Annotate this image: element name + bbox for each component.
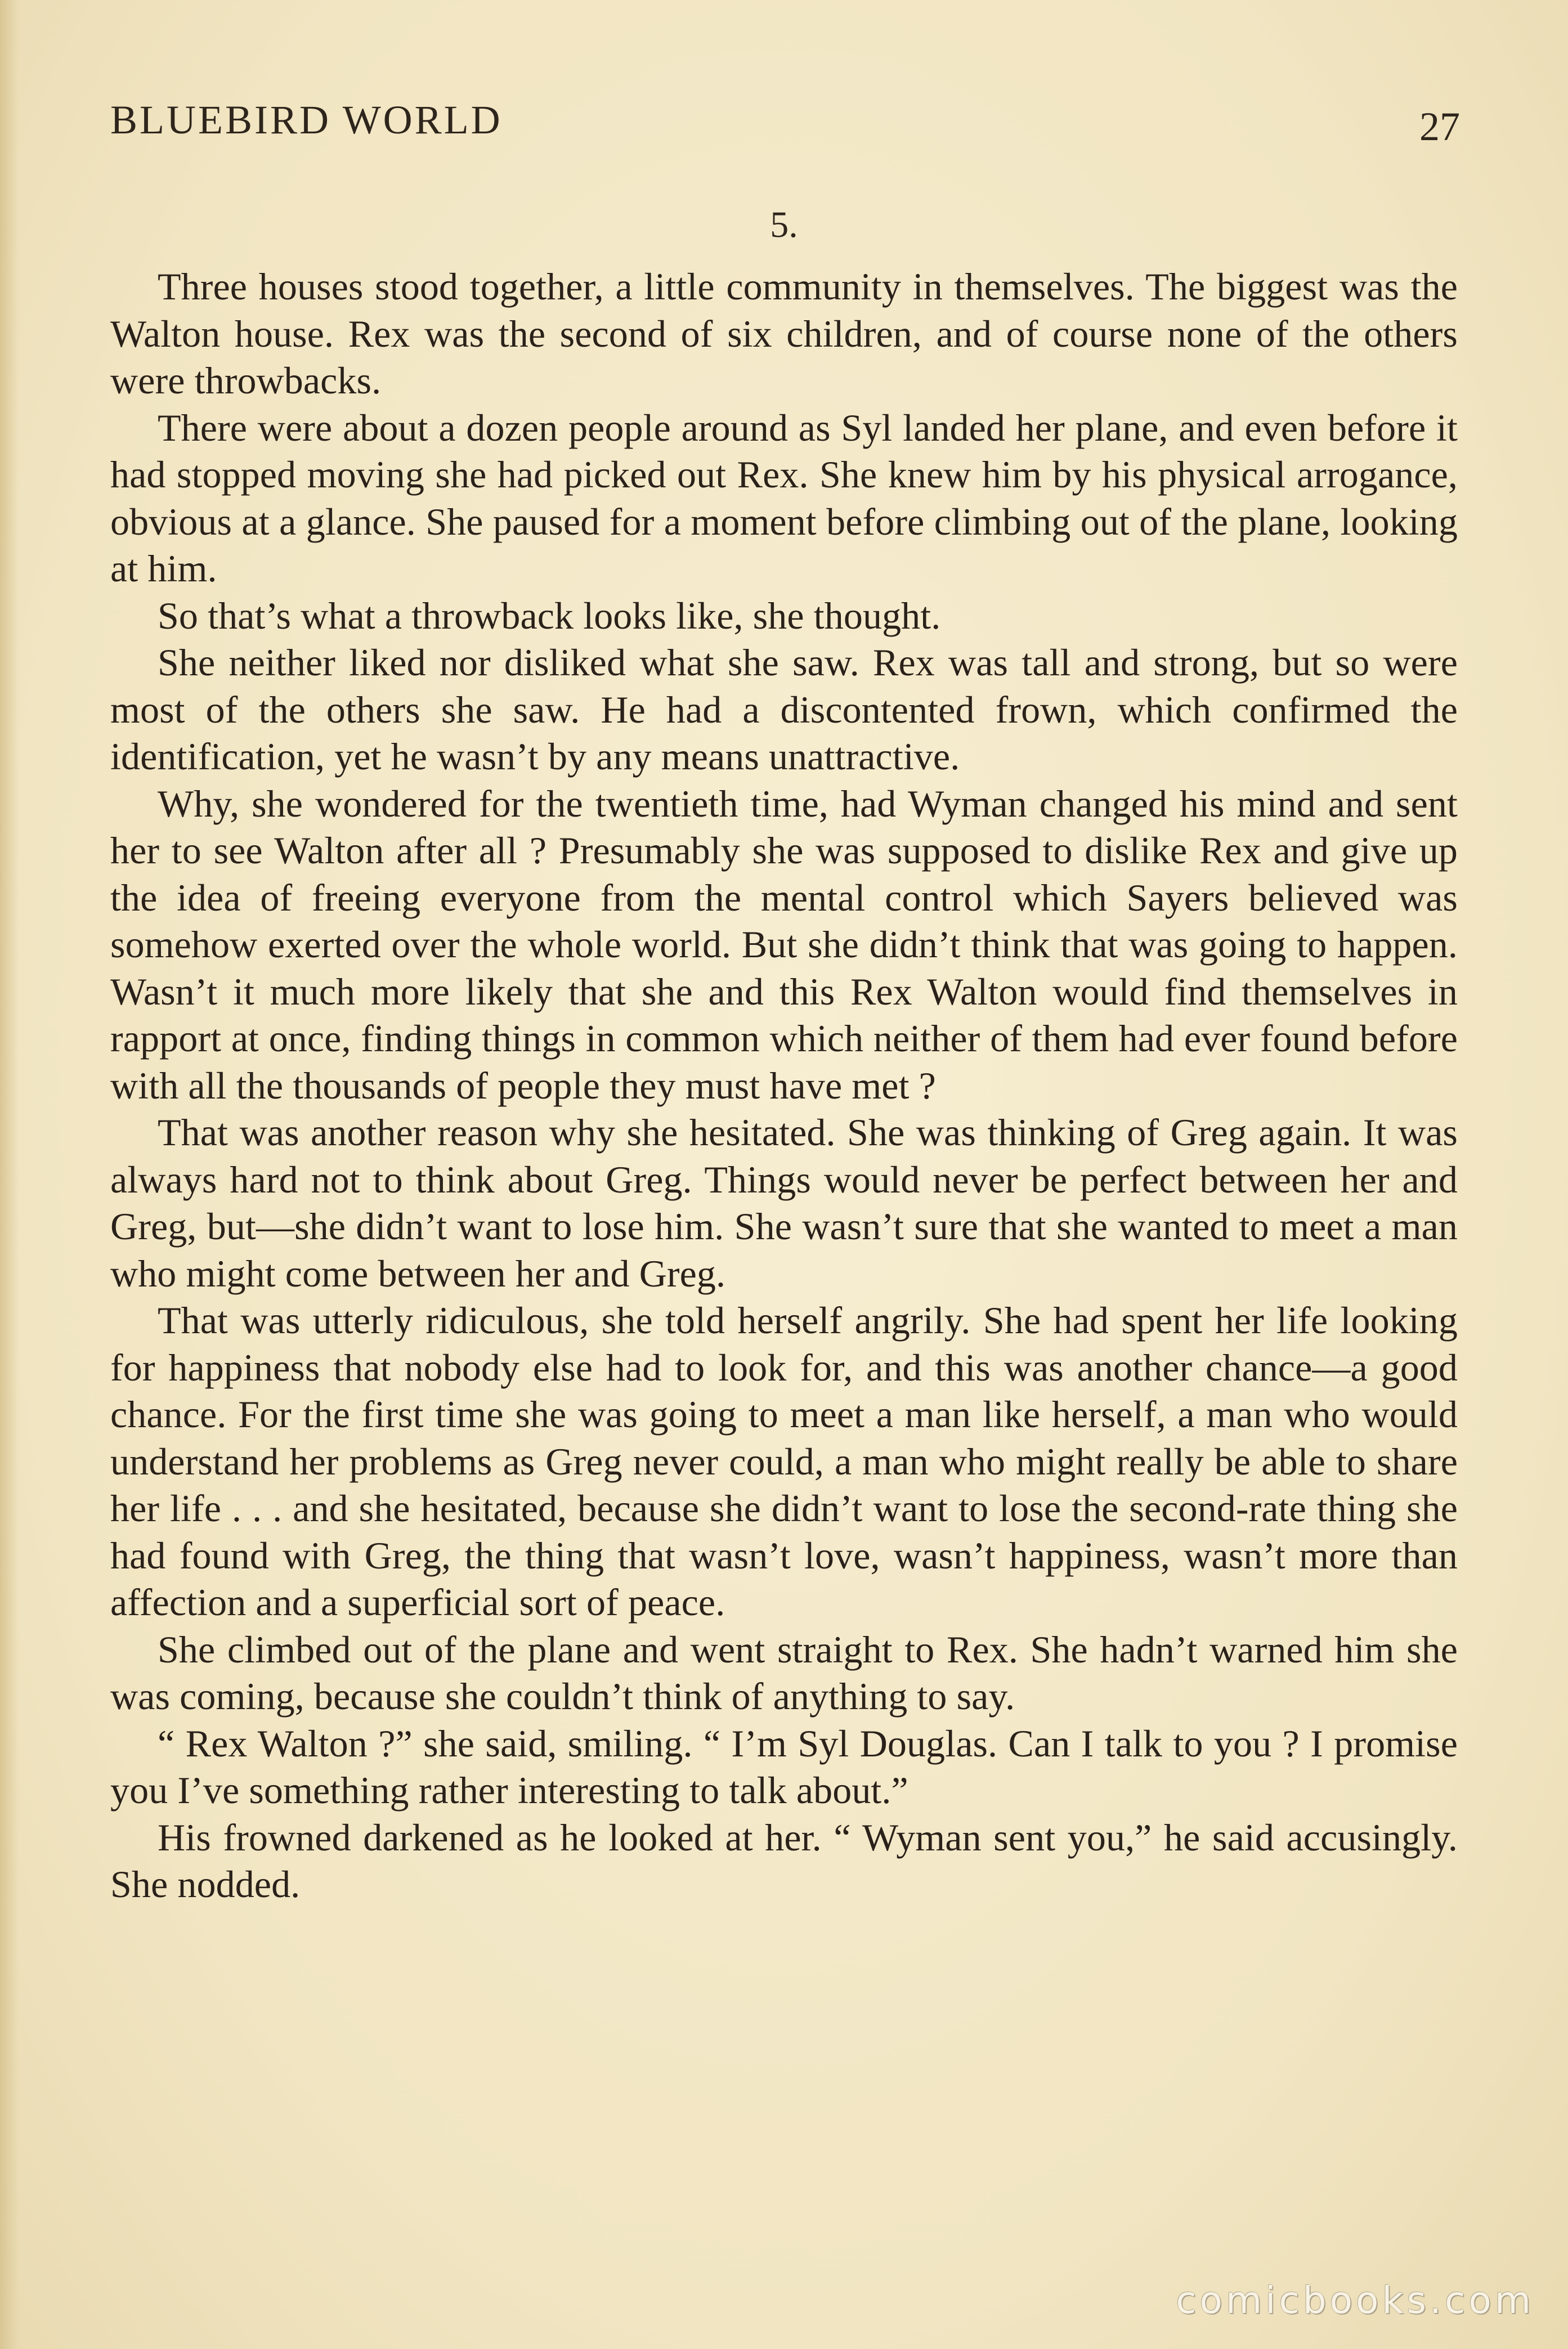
paragraph: His frowned darkened as he looked at her. “ Wyman sent you,” he said accusingly. She nodded. (110, 1815, 1458, 1906)
paragraph: There were about a dozen people around as Syl landed her plane, and even before it had stopped moving she had picked out Rex. She knew him by his physical arrogance, obvious at a glance. She paused for a moment before climbing out of the plane, looking at him. (110, 406, 1458, 590)
paragraph: Why, she wondered for the twentieth time, had Wyman changed his mind and sent her to see Walton after all ? Presumably she was supposed to dislike Rex and give up the idea of freeing everyone from the mental control which Sayers believed was somehow exerted over the whole world. But she didn’t think that was going to happen. Wasn’t it much more likely that she and this Rex Walton would find themselves in rapport at once, finding things in common which neither of them had ever found before with all the thousands of people they must have met ? (110, 782, 1458, 1107)
paragraph: Three houses stood together, a little community in themselves. The biggest was the Walton house. Rex was the second of six children, and of course none of the others were throwbacks. (110, 265, 1458, 402)
paragraph: So that’s what a throwback looks like, she thought. (158, 594, 941, 637)
body-text (110, 263, 1458, 1908)
running-title: BLUEBIRD WORLD (110, 97, 503, 142)
watermark: comicbooks.com (1176, 2279, 1534, 2322)
paragraph: “ Rex Walton ?” she said, smiling. “ I’m Syl Douglas. Can I talk to you ? I promise you I’ve something rather interesting to talk about.” (110, 1722, 1458, 1812)
paragraph: She climbed out of the plane and went straight to Rex. She hadn’t warned him she was coming, because she couldn’t think of anything to say. (110, 1628, 1458, 1718)
page-number: 27 (1419, 104, 1460, 149)
page-edge-shadow (0, 0, 19, 2349)
section-number: 5. (770, 204, 798, 245)
paragraph: She neither liked nor disliked what she saw. Rex was tall and strong, but so were most of the others she saw. He had a discontented frown, which confirmed the identification, yet he wasn’t by any means unattractive. (110, 641, 1458, 778)
paragraph: That was another reason why she hesitated. She was thinking of Greg again. It was always hard not to think about Greg. Things would never be perfect between her and Greg, but—she didn’t want to lose him. She wasn’t sure that she wanted to meet a man who might come between her and Greg. (110, 1111, 1458, 1295)
paragraph: That was utterly ridiculous, she told herself angrily. She had spent her life looking for happiness that nobody else had to look for, and this was another chance—a good chance. For the first time she was going to meet a man like herself, a man who would understand her problems as Greg never could, a man who might really be able to share her life . . . and she hesitated, because she didn’t want to lose the second-rate thing she had found with Greg, the thing that wasn’t love, wasn’t happiness, wasn’t more than affection and a superficial sort of peace. (110, 1299, 1458, 1624)
